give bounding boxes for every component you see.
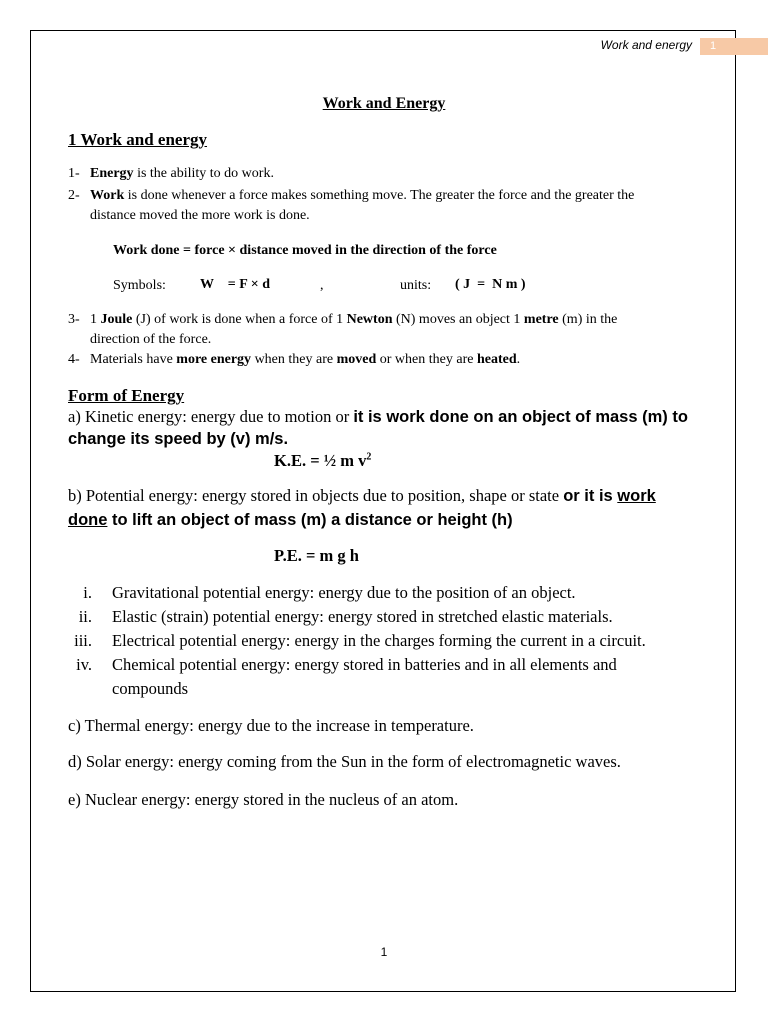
kinetic-line-2: change its speed by (v) m/s.: [68, 430, 289, 448]
roman-item-4-cont: compounds: [112, 679, 189, 698]
roman-item-1: i. Gravitational potential energy: energy due to the position of an object.: [83, 583, 576, 602]
units-value: ( J = N m ): [455, 277, 526, 292]
roman-item-3: iii. Electrical potential energy: energy in the charges forming the current in a circuit.: [74, 631, 646, 650]
roman-item-2: ii. Elastic (strain) potential energy: energy stored in stretched elastic materials.: [78, 607, 613, 626]
document-title: Work and Energy: [322, 95, 446, 112]
pe-formula: P.E. = m g h: [274, 546, 359, 565]
section-heading: 1 Work and energy: [68, 130, 208, 149]
units-label: units:: [400, 278, 432, 293]
symbols-comma: ,: [320, 278, 324, 293]
list-item-3: 3- 1 Joule (J) of work is done when a force of 1 Newton (N) moves an object 1 metre (m) in the: [68, 312, 618, 327]
list-item-2-cont: distance moved the more work is done.: [90, 208, 310, 223]
kinetic-line-1: a) Kinetic energy: energy due to motion or it is work done on an object of mass (m) to: [68, 407, 688, 426]
list-item-1: 1- Energy is the ability to do work.: [68, 166, 274, 181]
running-header: Work and energy: [600, 38, 692, 52]
footer-page-number: 1: [380, 945, 388, 959]
header-page-number: 1: [700, 38, 768, 55]
symbols-label: Symbols:: [113, 278, 166, 293]
thermal-line: c) Thermal energy: energy due to the increase in temperature.: [68, 716, 474, 735]
list-item-4: 4- Materials have more energy when they are moved or when they are heated.: [68, 352, 521, 367]
solar-line: d) Solar energy: energy coming from the Sun in the form of electromagnetic waves.: [68, 752, 621, 771]
roman-item-4: iv. Chemical potential energy: energy stored in batteries and in all elements and: [76, 655, 617, 674]
list-item-3-cont: direction of the force.: [90, 332, 212, 347]
work-formula: Work done = force × distance moved in the direction of the force: [113, 243, 497, 258]
ke-formula: K.E. = ½ m $v^2$: [274, 451, 372, 470]
nuclear-line: e) Nuclear energy: energy stored in the nucleus of an atom.: [68, 790, 459, 809]
potential-line-1: b) Potential energy: energy stored in objects due to position, shape or state or it is work: [68, 486, 656, 505]
symbols-value: W = F × d: [200, 277, 271, 292]
list-item-2: 2- Work is done whenever a force makes something move. The greater the force and the greater the: [68, 188, 635, 203]
form-of-energy-heading: Form of Energy: [68, 386, 185, 405]
potential-line-2: done to lift an object of mass (m) a distance or height (h): [68, 511, 513, 529]
